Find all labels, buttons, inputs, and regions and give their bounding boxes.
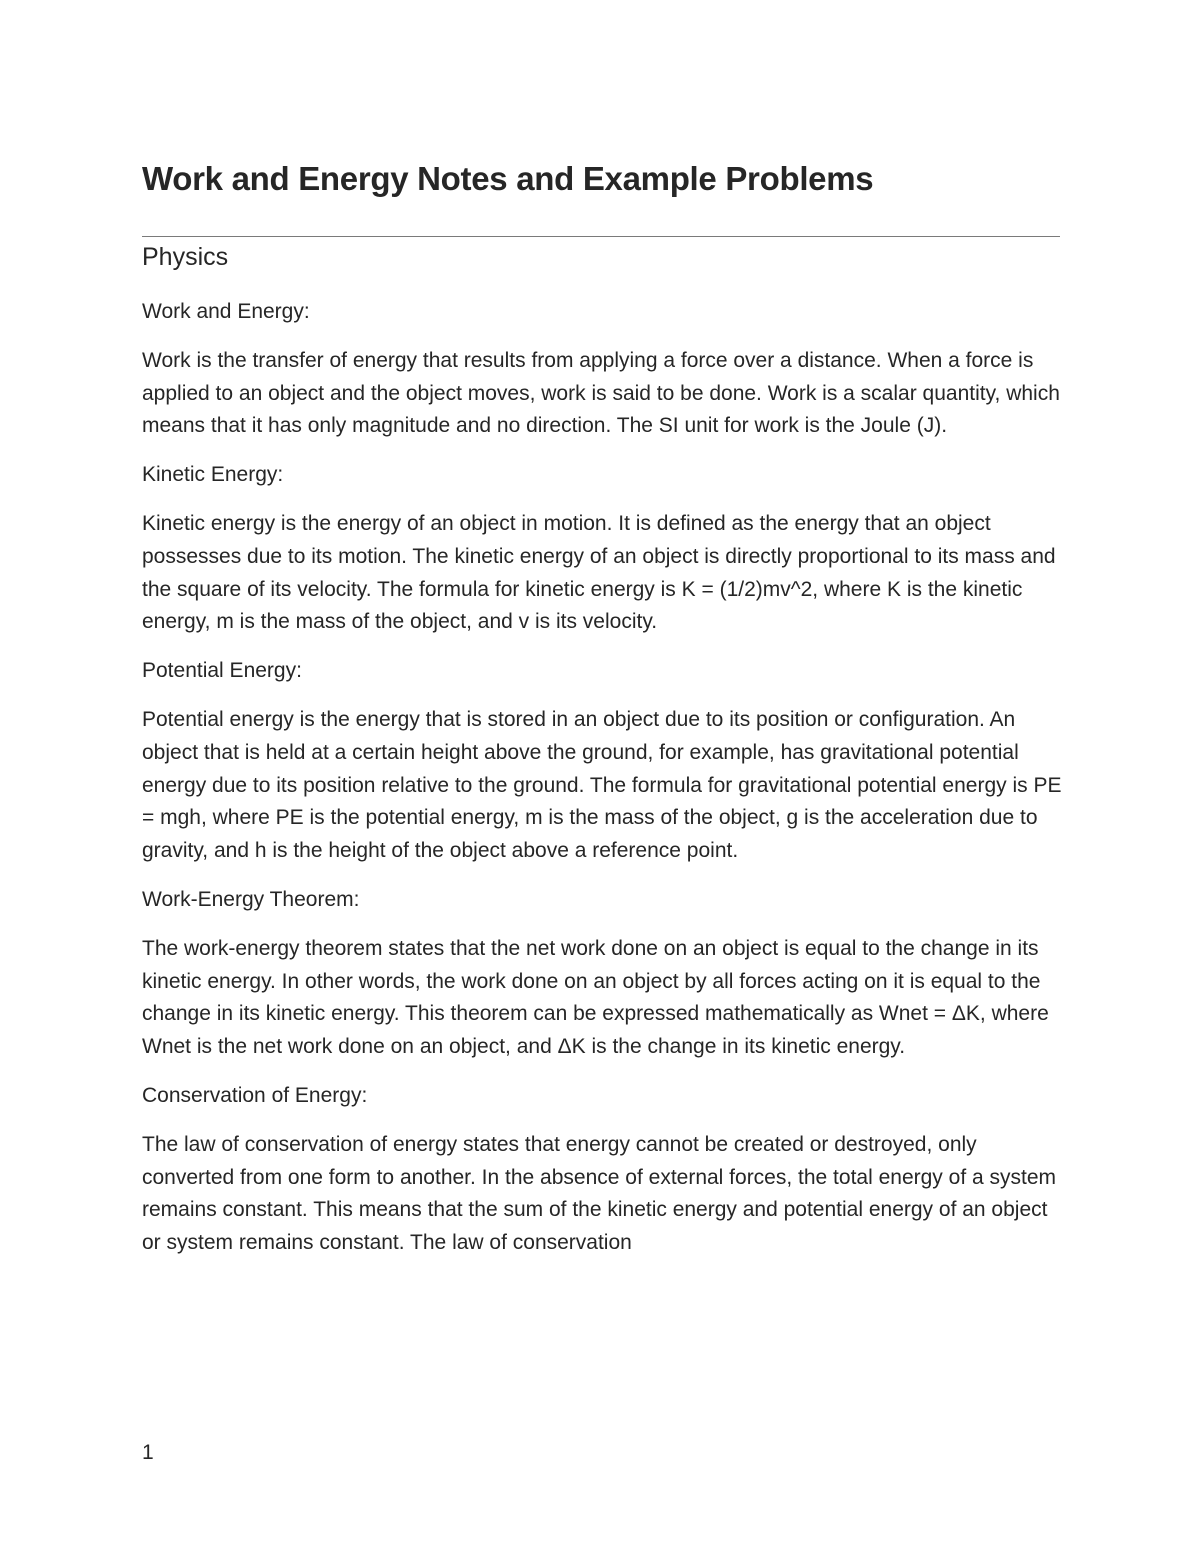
section-body-conservation-of-energy: The law of conservation of energy states that energy cannot be created or destroyed, only converted from one form to another. In the absence of external forces, the total energy of a system remains constant. This means that the sum of the kinetic energy and potential energy of an object or system remains constant. The law of conservation (142, 1132, 1057, 1254)
section-heading-work-energy-theorem: Work-Energy Theorem: (142, 887, 360, 911)
section-heading-conservation-of-energy: Conservation of Energy: (142, 1083, 368, 1107)
section-heading-kinetic-energy: Kinetic Energy: (142, 463, 284, 487)
section-body-potential-energy: Potential energy is the energy that is stored in an object due to its position or configuration. An object that is held at a certain height above the ground, for example, has gravitational potential energy due to its position relative to the ground. The formula for gravitational potential energy is PE = mgh, where PE is the potential energy, m is the mass of the object, g is the acceleration due to gravity, and h is the height of the object above a reference point. (142, 708, 1062, 862)
section-body-kinetic-energy: Kinetic energy is the energy of an object in motion. It is defined as the energy that an object possesses due to its motion. The kinetic energy of an object is directly proportional to its mass and the square of its velocity. The formula for kinetic energy is K = (1/2)mv^2, where K is the kinetic energy, m is the mass of the object, and v is its velocity. (142, 512, 1056, 634)
page-subtitle: Physics (142, 243, 229, 271)
document-body (142, 296, 1062, 1276)
section-heading-work-and-energy: Work and Energy: (142, 300, 310, 323)
section-body-work-energy-theorem: The work-energy theorem states that the net work done on an object is equal to the change in its kinetic energy. In other words, the work done on an object by all forces acting on it is equal to the change in its kinetic energy. This theorem can be expressed mathematically as Wnet = ΔK, where Wnet is the net work done on an object, and ΔK is the change in its kinetic energy. (142, 937, 1049, 1058)
page-number: 1 (142, 1441, 154, 1464)
section-body-work-and-energy: Work is the transfer of energy that results from applying a force over a distance. When a force is applied to an object and the object moves, work is said to be done. Work is a scalar quantity, which means that it has only magnitude and no direction. The SI unit for work is the Joule (J). (142, 349, 1060, 438)
section-heading-potential-energy: Potential Energy: (142, 659, 302, 683)
page-title: Work and Energy Notes and Example Problems (142, 160, 874, 197)
title-divider (142, 236, 1060, 237)
